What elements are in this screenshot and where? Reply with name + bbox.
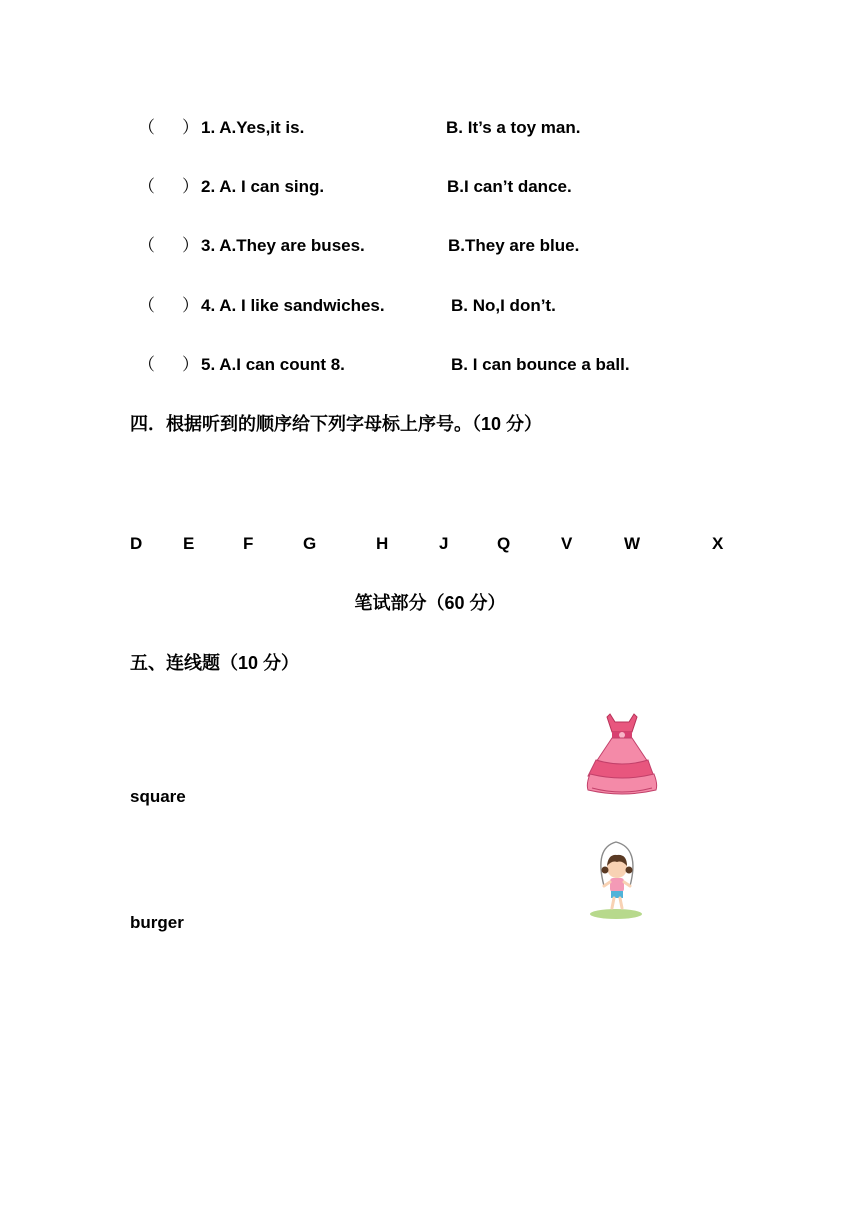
letter-item: Q (497, 534, 511, 553)
question-row-2 (0, 175, 860, 199)
letter-item: V (561, 534, 573, 553)
answer-paren-open: （ (138, 177, 155, 196)
letter-item: D (130, 534, 143, 553)
option-b: B.They are blue. (448, 236, 580, 255)
girl-jumping-rope-picture (584, 838, 664, 922)
answer-paren-open: （ (138, 236, 155, 255)
option-a: 2. A. I can sing. (201, 177, 325, 196)
question-row-5 (0, 353, 860, 377)
answer-paren-open: （ (138, 118, 155, 137)
question-row-1 (0, 116, 860, 140)
option-b: B. No,I don’t. (451, 296, 556, 315)
dress-picture (582, 710, 662, 796)
answer-paren-close: ） (182, 355, 199, 374)
dress-icon (587, 714, 656, 794)
letter-item: E (183, 534, 195, 553)
option-a: 1. A.Yes,it is. (201, 118, 305, 137)
letter-item: J (439, 534, 449, 553)
written-part-title: 笔试部分（60 分） (354, 593, 506, 613)
answer-paren-close: ） (182, 296, 199, 315)
letter-item: H (376, 534, 389, 553)
letter-item: F (243, 534, 254, 553)
answer-paren-close: ） (182, 236, 199, 255)
answer-paren-open: （ (138, 296, 155, 315)
option-a: 3. A.They are buses. (201, 236, 365, 255)
match-word-burger: burger (130, 913, 184, 932)
section-4-title: 四．根据听到的顺序给下列字母标上序号。（10 分） (130, 414, 543, 434)
option-b: B.I can’t dance. (447, 177, 572, 196)
question-row-4 (0, 294, 860, 318)
answer-paren-close: ） (182, 177, 199, 196)
option-a: 4. A. I like sandwiches. (201, 296, 385, 315)
answer-paren-open: （ (138, 355, 155, 374)
section-5-title: 五、连线题（10 分） (130, 653, 300, 673)
question-row-3 (0, 234, 860, 258)
letter-item: G (303, 534, 317, 553)
match-word-square: square (130, 787, 186, 806)
answer-paren-close: ） (182, 118, 199, 137)
letter-item: X (712, 534, 724, 553)
option-b: B. I can bounce a ball. (451, 355, 630, 374)
option-a: 5. A.I can count 8. (201, 355, 345, 374)
girl-jumping-rope-icon (590, 842, 642, 919)
letter-item: W (624, 534, 641, 553)
option-b: B. It’s a toy man. (446, 118, 581, 137)
